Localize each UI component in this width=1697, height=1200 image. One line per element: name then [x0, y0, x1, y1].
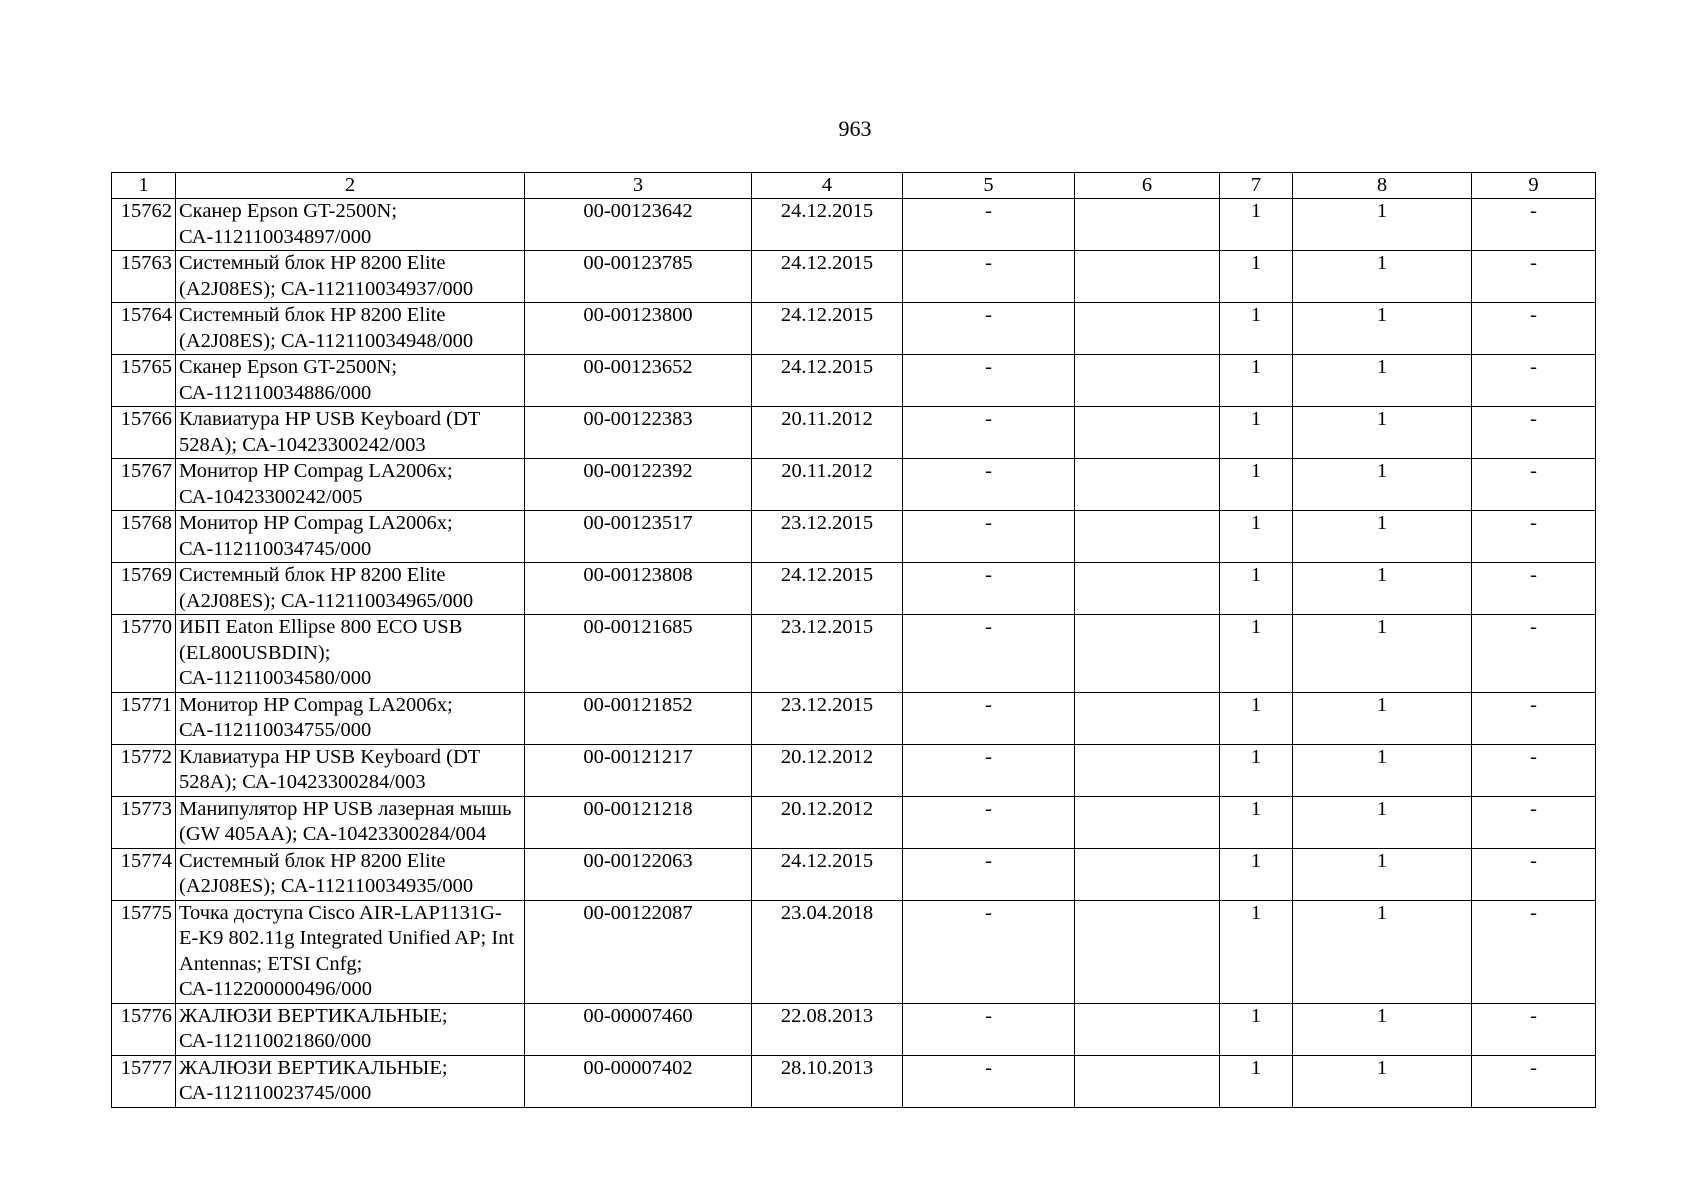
date-cell: 28.10.2013 — [752, 1055, 903, 1107]
row-number-cell: 15769 — [112, 563, 176, 615]
inventory-code-cell: 00-00122063 — [525, 848, 752, 900]
date-cell: 20.11.2012 — [752, 407, 903, 459]
inventory-code-cell: 00-00121217 — [525, 744, 752, 796]
row-number-cell: 15777 — [112, 1055, 176, 1107]
quantity-cell: 1 — [1220, 355, 1293, 407]
column-5-cell: - — [903, 1003, 1075, 1055]
quantity-cell: 1 — [1220, 1055, 1293, 1107]
column-6-cell — [1075, 796, 1220, 848]
column-6-cell — [1075, 615, 1220, 693]
item-name-cell: Системный блок HP 8200 Elite (A2J08ES); СА-112110034935/000 — [176, 848, 525, 900]
column-8-cell: 1 — [1293, 796, 1472, 848]
inventory-code-cell: 00-00007460 — [525, 1003, 752, 1055]
date-cell: 23.12.2015 — [752, 692, 903, 744]
inventory-table — [111, 172, 1596, 1108]
quantity-cell: 1 — [1220, 848, 1293, 900]
inventory-code-cell: 00-00123642 — [525, 199, 752, 251]
column-6-cell — [1075, 355, 1220, 407]
column-5-cell: - — [903, 511, 1075, 563]
row-number-cell: 15771 — [112, 692, 176, 744]
quantity-cell: 1 — [1220, 407, 1293, 459]
column-8-cell: 1 — [1293, 251, 1472, 303]
column-5-cell: - — [903, 744, 1075, 796]
item-name-cell: Сканер Epson GT-2500N; СА-112110034897/000 — [176, 199, 525, 251]
item-name-cell: Монитор HP Compag LA2006x; СА-10423300242/005 — [176, 459, 525, 511]
column-8-cell: 1 — [1293, 407, 1472, 459]
column-9-cell: - — [1472, 199, 1596, 251]
date-cell: 24.12.2015 — [752, 303, 903, 355]
column-6-cell — [1075, 744, 1220, 796]
row-number-cell: 15776 — [112, 1003, 176, 1055]
item-name-cell: Клавиатура HP USB Keyboard (DT 528A); СА-10423300242/003 — [176, 407, 525, 459]
inventory-code-cell: 00-00122392 — [525, 459, 752, 511]
column-9-cell: - — [1472, 796, 1596, 848]
column-6-cell — [1075, 199, 1220, 251]
item-name-cell: Клавиатура HP USB Keyboard (DT 528A); СА-10423300284/003 — [176, 744, 525, 796]
date-cell: 24.12.2015 — [752, 251, 903, 303]
table-row — [112, 303, 1596, 355]
row-number-cell: 15767 — [112, 459, 176, 511]
column-9-cell: - — [1472, 1003, 1596, 1055]
item-name-cell: Системный блок HP 8200 Elite (A2J08ES); СА-112110034948/000 — [176, 303, 525, 355]
table-row — [112, 848, 1596, 900]
table-row — [112, 1055, 1596, 1107]
item-name-cell: ЖАЛЮЗИ ВЕРТИКАЛЬНЫЕ; СА-112110021860/000 — [176, 1003, 525, 1055]
date-cell: 20.12.2012 — [752, 744, 903, 796]
column-8-cell: 1 — [1293, 1055, 1472, 1107]
date-cell: 20.12.2012 — [752, 796, 903, 848]
column-header: 7 — [1220, 173, 1293, 199]
column-9-cell: - — [1472, 459, 1596, 511]
item-name-cell: Монитор HP Compag LA2006x; СА-112110034755/000 — [176, 692, 525, 744]
quantity-cell: 1 — [1220, 511, 1293, 563]
inventory-code-cell: 00-00121852 — [525, 692, 752, 744]
column-8-cell: 1 — [1293, 303, 1472, 355]
item-name-cell: Манипулятор HP USB лазерная мышь (GW 405AA); СА-10423300284/004 — [176, 796, 525, 848]
table-body — [112, 199, 1596, 1108]
quantity-cell: 1 — [1220, 251, 1293, 303]
row-number-cell: 15773 — [112, 796, 176, 848]
quantity-cell: 1 — [1220, 303, 1293, 355]
inventory-code-cell: 00-00123652 — [525, 355, 752, 407]
column-8-cell: 1 — [1293, 511, 1472, 563]
column-5-cell: - — [903, 848, 1075, 900]
column-5-cell: - — [903, 251, 1075, 303]
column-9-cell: - — [1472, 511, 1596, 563]
column-8-cell: 1 — [1293, 563, 1472, 615]
inventory-code-cell: 00-00123785 — [525, 251, 752, 303]
column-6-cell — [1075, 900, 1220, 1003]
table-row — [112, 459, 1596, 511]
column-9-cell: - — [1472, 355, 1596, 407]
inventory-code-cell: 00-00123517 — [525, 511, 752, 563]
date-cell: 23.12.2015 — [752, 511, 903, 563]
column-5-cell: - — [903, 1055, 1075, 1107]
column-5-cell: - — [903, 900, 1075, 1003]
item-name-cell: ИБП Eaton Ellipse 800 ECO USB (EL800USBDIN); СА-112110034580/000 — [176, 615, 525, 693]
row-number-cell: 15766 — [112, 407, 176, 459]
column-9-cell: - — [1472, 563, 1596, 615]
column-5-cell: - — [903, 563, 1075, 615]
item-name-cell: Точка доступа Cisco AIR-LAP1131G-E-K9 802.11g Integrated Unified AP; Int Antennas; ETSI Cnfg; СА-112200000496/000 — [176, 900, 525, 1003]
column-9-cell: - — [1472, 744, 1596, 796]
date-cell: 20.11.2012 — [752, 459, 903, 511]
column-5-cell: - — [903, 199, 1075, 251]
inventory-code-cell: 00-00007402 — [525, 1055, 752, 1107]
column-header: 6 — [1075, 173, 1220, 199]
column-9-cell: - — [1472, 407, 1596, 459]
table-row — [112, 355, 1596, 407]
column-5-cell: - — [903, 615, 1075, 693]
column-header: 8 — [1293, 173, 1472, 199]
column-9-cell: - — [1472, 900, 1596, 1003]
date-cell: 24.12.2015 — [752, 355, 903, 407]
row-number-cell: 15764 — [112, 303, 176, 355]
table-row — [112, 796, 1596, 848]
column-header: 2 — [176, 173, 525, 199]
date-cell: 22.08.2013 — [752, 1003, 903, 1055]
quantity-cell: 1 — [1220, 744, 1293, 796]
table-row — [112, 407, 1596, 459]
table-row — [112, 1003, 1596, 1055]
table-row — [112, 563, 1596, 615]
date-cell: 24.12.2015 — [752, 848, 903, 900]
column-5-cell: - — [903, 303, 1075, 355]
row-number-cell: 15765 — [112, 355, 176, 407]
quantity-cell: 1 — [1220, 796, 1293, 848]
row-number-cell: 15762 — [112, 199, 176, 251]
quantity-cell: 1 — [1220, 199, 1293, 251]
date-cell: 24.12.2015 — [752, 563, 903, 615]
column-6-cell — [1075, 511, 1220, 563]
table-row — [112, 615, 1596, 693]
table-row — [112, 251, 1596, 303]
column-6-cell — [1075, 692, 1220, 744]
quantity-cell: 1 — [1220, 692, 1293, 744]
column-9-cell: - — [1472, 1055, 1596, 1107]
quantity-cell: 1 — [1220, 1003, 1293, 1055]
column-header: 9 — [1472, 173, 1596, 199]
row-number-cell: 15775 — [112, 900, 176, 1003]
column-6-cell — [1075, 303, 1220, 355]
page-number: 963 — [838, 116, 872, 141]
column-header: 4 — [752, 173, 903, 199]
column-8-cell: 1 — [1293, 900, 1472, 1003]
column-9-cell: - — [1472, 615, 1596, 693]
table-row — [112, 744, 1596, 796]
column-8-cell: 1 — [1293, 848, 1472, 900]
date-cell: 24.12.2015 — [752, 199, 903, 251]
column-header: 3 — [525, 173, 752, 199]
item-name-cell: Системный блок HP 8200 Elite (A2J08ES); СА-112110034965/000 — [176, 563, 525, 615]
column-5-cell: - — [903, 796, 1075, 848]
column-8-cell: 1 — [1293, 744, 1472, 796]
date-cell: 23.12.2015 — [752, 615, 903, 693]
row-number-cell: 15768 — [112, 511, 176, 563]
column-header: 1 — [112, 173, 176, 199]
inventory-code-cell: 00-00121685 — [525, 615, 752, 693]
row-number-cell: 15763 — [112, 251, 176, 303]
quantity-cell: 1 — [1220, 900, 1293, 1003]
quantity-cell: 1 — [1220, 615, 1293, 693]
table-row — [112, 900, 1596, 1003]
column-9-cell: - — [1472, 251, 1596, 303]
column-number-row — [112, 173, 1596, 199]
inventory-code-cell: 00-00121218 — [525, 796, 752, 848]
item-name-cell: Системный блок HP 8200 Elite (A2J08ES); СА-112110034937/000 — [176, 251, 525, 303]
column-8-cell: 1 — [1293, 355, 1472, 407]
column-9-cell: - — [1472, 303, 1596, 355]
item-name-cell: ЖАЛЮЗИ ВЕРТИКАЛЬНЫЕ; СА-112110023745/000 — [176, 1055, 525, 1107]
table-row — [112, 199, 1596, 251]
column-6-cell — [1075, 251, 1220, 303]
item-name-cell: Сканер Epson GT-2500N; СА-112110034886/000 — [176, 355, 525, 407]
column-5-cell: - — [903, 692, 1075, 744]
column-8-cell: 1 — [1293, 459, 1472, 511]
inventory-code-cell: 00-00123808 — [525, 563, 752, 615]
quantity-cell: 1 — [1220, 563, 1293, 615]
inventory-code-cell: 00-00123800 — [525, 303, 752, 355]
column-8-cell: 1 — [1293, 199, 1472, 251]
column-6-cell — [1075, 407, 1220, 459]
item-name-cell: Монитор HP Compag LA2006x; СА-112110034745/000 — [176, 511, 525, 563]
table-row — [112, 692, 1596, 744]
inventory-code-cell: 00-00122087 — [525, 900, 752, 1003]
column-6-cell — [1075, 848, 1220, 900]
table-row — [112, 511, 1596, 563]
column-6-cell — [1075, 459, 1220, 511]
column-header: 5 — [903, 173, 1075, 199]
column-9-cell: - — [1472, 692, 1596, 744]
column-6-cell — [1075, 1003, 1220, 1055]
column-8-cell: 1 — [1293, 1003, 1472, 1055]
column-6-cell — [1075, 563, 1220, 615]
row-number-cell: 15772 — [112, 744, 176, 796]
quantity-cell: 1 — [1220, 459, 1293, 511]
row-number-cell: 15774 — [112, 848, 176, 900]
inventory-code-cell: 00-00122383 — [525, 407, 752, 459]
column-5-cell: - — [903, 407, 1075, 459]
column-8-cell: 1 — [1293, 692, 1472, 744]
date-cell: 23.04.2018 — [752, 900, 903, 1003]
column-9-cell: - — [1472, 848, 1596, 900]
column-8-cell: 1 — [1293, 615, 1472, 693]
row-number-cell: 15770 — [112, 615, 176, 693]
column-5-cell: - — [903, 459, 1075, 511]
column-5-cell: - — [903, 355, 1075, 407]
column-6-cell — [1075, 1055, 1220, 1107]
